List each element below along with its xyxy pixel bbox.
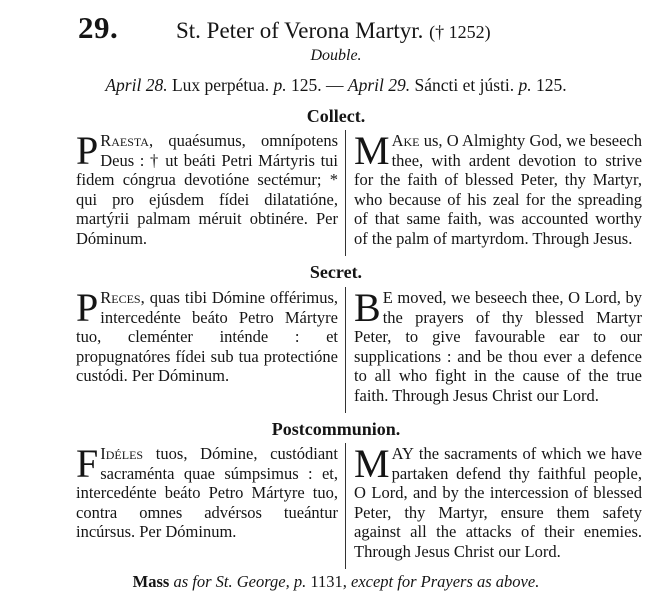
secret-english-text: moved, we beseech thee, O Lord, by the prayers of thy blessed Martyr Peter, to give favourable ear to our supplications : and be thou ever a defence to all who fight in the cause of the true faith. Through Jesus Christ our Lord. [354, 288, 642, 405]
mass-reference [0, 572, 672, 592]
postcommunion-english-dropcap: M [354, 441, 390, 486]
postcommunion-latin [76, 441, 338, 542]
secret-latin-dropcap: P [76, 285, 99, 330]
introit-date-2: April 29. [347, 75, 411, 95]
secret-latin-first-word: Reces [100, 288, 141, 307]
introit-page-label-2: p. [518, 75, 532, 95]
collect-divider [345, 130, 346, 256]
postcommunion-divider [345, 443, 346, 569]
introit-page-label-1: p. [273, 75, 287, 95]
collect-latin-text: , quaésumus, omnípotens Deus : † ut beáti Petri Mártyris tui fidem cóngrua devotióne sectémur; * qui pro ejúsdem fídei dilatatióne, martýrii palmam méruit obtinére. Per Dóminum. [76, 131, 338, 248]
collect-english-text: us, O Almighty God, we beseech thee, with ardent devotion to strive for the faith of blessed Peter, thy Martyr, who because of his zeal for the spreading of that same faith, was accounted worthy of the palm of martyrdom. Through Jesus. [354, 131, 642, 248]
collect-english-dropcap: M [354, 128, 390, 173]
collect-latin-first-word: Raesta [100, 131, 149, 150]
feast-title: St. Peter of Verona Martyr. [176, 18, 424, 43]
feast-title-line [176, 18, 491, 44]
mass-as-for: as for St. George, p. [169, 572, 311, 591]
introit-text-1: Lux perpétua. [167, 75, 274, 95]
collect-latin-dropcap: P [76, 128, 99, 173]
introit-page-2: 125. [531, 75, 567, 95]
secret-divider [345, 287, 346, 413]
collect-latin [76, 128, 338, 249]
feast-header [78, 10, 658, 46]
postcommunion-english-text: the sacraments of which we have partaken defend thy faithful people, O Lord, and by the intercession of blessed Peter, thy Martyr, ensure them safety against all the attacks of their enemies. Through Jesus Christ our Lord. [354, 444, 642, 561]
postcommunion-latin-dropcap: F [76, 441, 99, 486]
secret-latin [76, 285, 338, 386]
mass-except: except for Prayers as above. [346, 572, 540, 591]
postcommunion-english [354, 441, 642, 562]
collect-english-first-word: Ake [391, 131, 420, 150]
secret-latin-text: , quas tibi Dómine offérimus, intercedénte beáto Petro Mártyre tuo, cleménter inténde : et propugnatóres fídei sub tua protectióne custódi. Per Dóminum. [76, 288, 338, 386]
secret-english [354, 285, 642, 406]
introit-text-2: Sáncti et jústi. [410, 75, 519, 95]
postcommunion-english-first-word: AY [391, 444, 414, 463]
postcommunion-latin-text: tuos, Dómine, custódiant sacraménta quae súmpsimus : et, intercedénte beáto Petro Mártyre tuo, contra omnes advérsos tueántur incúrsus. Per Dóminum. [76, 444, 338, 542]
postcommunion-heading: Postcommunion. [271, 419, 401, 439]
collect-english [354, 128, 642, 249]
mass-label: Mass [132, 572, 170, 591]
collect-heading: Collect. [306, 106, 366, 126]
introit-page-1: 125. — [286, 75, 348, 95]
mass-page: 1131, [310, 572, 347, 591]
introit-line [0, 75, 672, 96]
secret-heading: Secret. [309, 262, 363, 282]
feast-rank: Double. [310, 47, 362, 64]
secret-english-dropcap: B [354, 285, 381, 330]
postcommunion-latin-first-word: Idéles [100, 444, 144, 463]
introit-date-1: April 28. [105, 75, 168, 95]
feast-number: 29. [78, 10, 119, 45]
secret-english-first-word: E [382, 288, 393, 307]
feast-dates: († 1252) [429, 22, 491, 42]
